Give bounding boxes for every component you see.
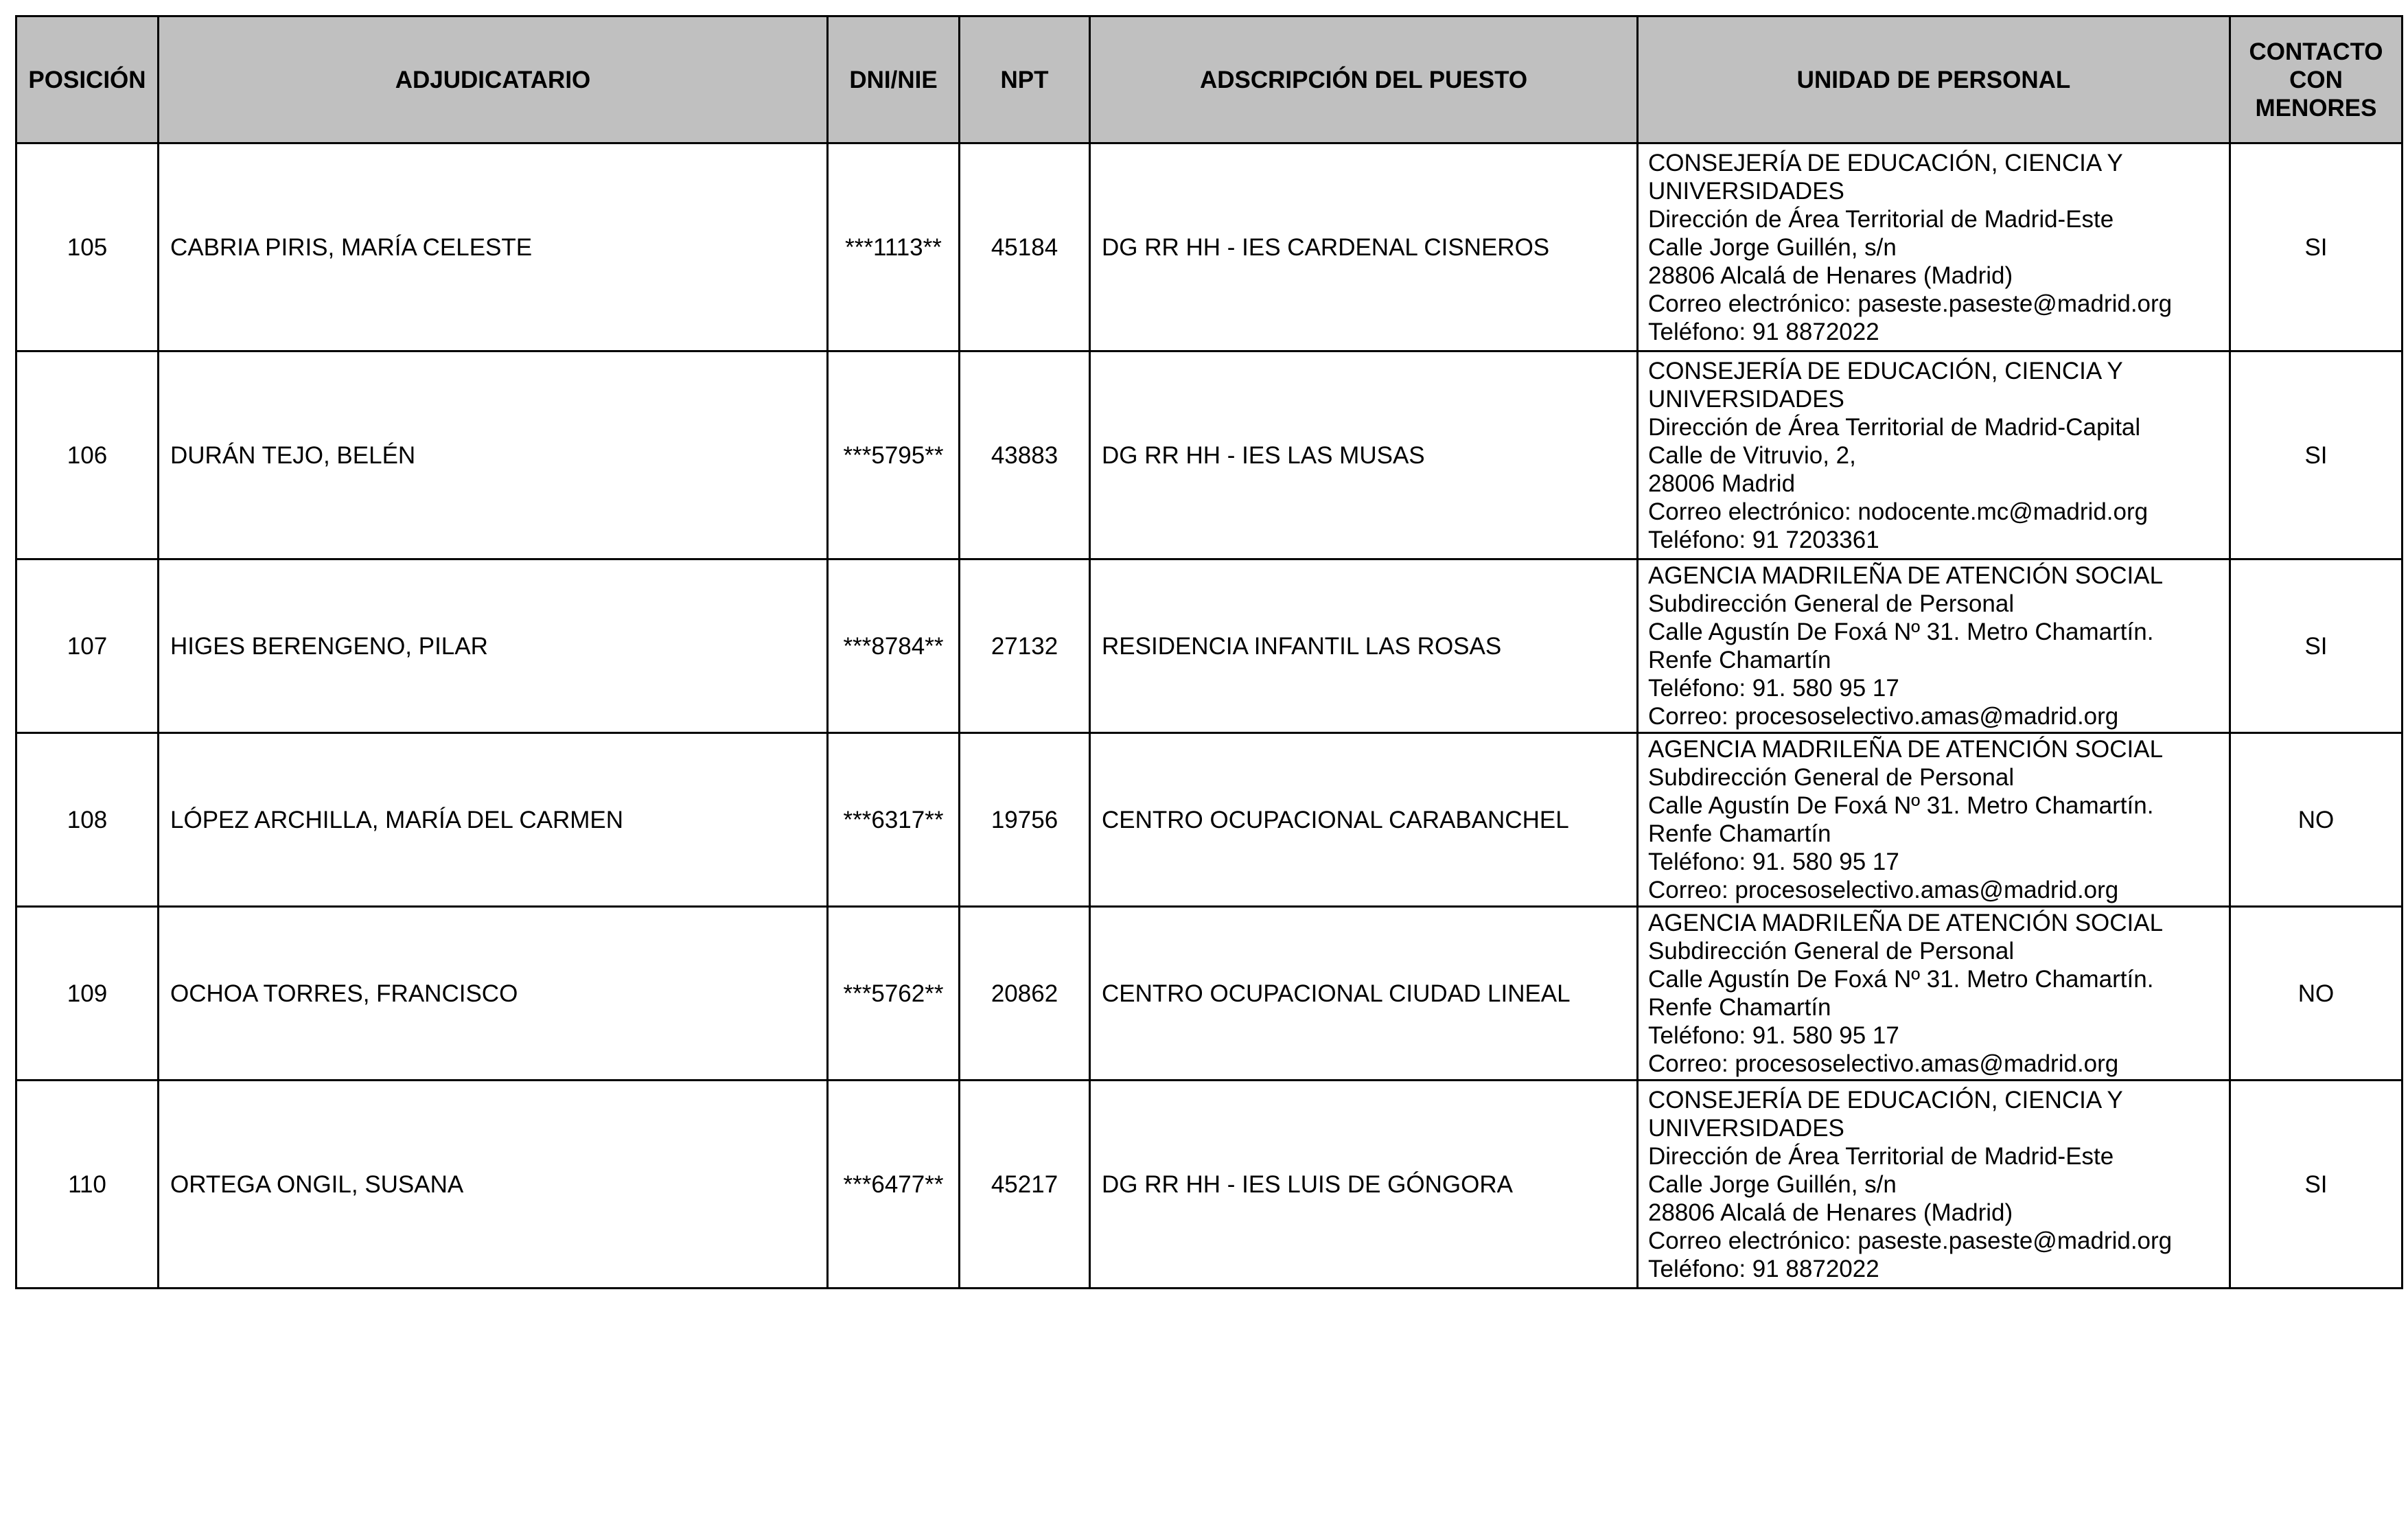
- unit-line: Teléfono: 91 8872022: [1648, 1255, 1879, 1282]
- header-contacto-line: CON: [2289, 66, 2343, 93]
- unit-line: Subdirección General de Personal: [1648, 590, 2015, 617]
- table-row: [16, 559, 2403, 733]
- unit-line: Dirección de Área Territorial de Madrid-Este: [1648, 205, 2114, 233]
- unit-line: Correo electrónico: nodocente.mc@madrid.org: [1648, 498, 2149, 525]
- cell-unidad-personal: [1638, 1081, 2230, 1289]
- unit-line: Teléfono: 91. 580 95 17: [1648, 1022, 1899, 1049]
- header-adscripcion: ADSCRIPCIÓN DEL PUESTO: [1090, 16, 1638, 143]
- cell-adjudicatario: DURÁN TEJO, BELÉN: [159, 351, 828, 559]
- unit-line: Calle Agustín De Foxá Nº 31. Metro Chamartín.: [1648, 792, 2154, 819]
- cell-adscripcion: DG RR HH - IES LAS MUSAS: [1090, 351, 1638, 559]
- header-posicion: POSICIÓN: [16, 16, 159, 143]
- document-page: [15, 15, 2401, 1289]
- table-row: [16, 351, 2403, 559]
- cell-npt: 20862: [960, 907, 1090, 1081]
- cell-posicion: 109: [16, 907, 159, 1081]
- table-header-row: [16, 16, 2403, 143]
- cell-npt: 43883: [960, 351, 1090, 559]
- cell-contacto-menores: SI: [2230, 559, 2403, 733]
- cell-posicion: 105: [16, 143, 159, 351]
- cell-dni-nie: ***6477**: [828, 1081, 960, 1289]
- unit-line: Teléfono: 91. 580 95 17: [1648, 675, 1899, 702]
- cell-dni-nie: ***5795**: [828, 351, 960, 559]
- cell-posicion: 107: [16, 559, 159, 733]
- unit-line: Correo: procesoselectivo.amas@madrid.org: [1648, 877, 2119, 903]
- unit-line: Calle Agustín De Foxá Nº 31. Metro Chamartín.: [1648, 619, 2154, 645]
- table-row: [16, 907, 2403, 1081]
- unit-line: Dirección de Área Territorial de Madrid-Este: [1648, 1142, 2114, 1170]
- cell-unidad-personal: [1638, 143, 2230, 351]
- cell-posicion: 108: [16, 733, 159, 907]
- unit-line: Correo electrónico: paseste.paseste@madrid.org: [1648, 1227, 2173, 1254]
- unit-line: Renfe Chamartín: [1648, 994, 1831, 1021]
- unit-line: Dirección de Área Territorial de Madrid-Capital: [1648, 413, 2141, 441]
- cell-dni-nie: ***5762**: [828, 907, 960, 1081]
- cell-npt: 27132: [960, 559, 1090, 733]
- cell-unidad-personal: [1638, 907, 2230, 1081]
- cell-npt: 45184: [960, 143, 1090, 351]
- cell-adjudicatario: LÓPEZ ARCHILLA, MARÍA DEL CARMEN: [159, 733, 828, 907]
- cell-contacto-menores: NO: [2230, 907, 2403, 1081]
- cell-posicion: 110: [16, 1081, 159, 1289]
- table-row: [16, 733, 2403, 907]
- unit-line: Renfe Chamartín: [1648, 647, 1831, 673]
- cell-dni-nie: ***1113**: [828, 143, 960, 351]
- cell-adscripcion: DG RR HH - IES LUIS DE GÓNGORA: [1090, 1081, 1638, 1289]
- unit-line: 28006 Madrid: [1648, 470, 1796, 497]
- unit-line: Correo: procesoselectivo.amas@madrid.org: [1648, 703, 2119, 730]
- unit-line: Teléfono: 91. 580 95 17: [1648, 848, 1899, 875]
- cell-npt: 19756: [960, 733, 1090, 907]
- assignments-table: [15, 15, 2403, 1289]
- cell-adjudicatario: ORTEGA ONGIL, SUSANA: [159, 1081, 828, 1289]
- unit-line: CONSEJERÍA DE EDUCACIÓN, CIENCIA Y: [1648, 357, 2123, 384]
- unit-line: Calle Agustín De Foxá Nº 31. Metro Chamartín.: [1648, 966, 2154, 993]
- cell-adjudicatario: OCHOA TORRES, FRANCISCO: [159, 907, 828, 1081]
- unit-line: Subdirección General de Personal: [1648, 764, 2015, 791]
- cell-adscripcion: CENTRO OCUPACIONAL CARABANCHEL: [1090, 733, 1638, 907]
- cell-unidad-personal: [1638, 351, 2230, 559]
- unit-line: UNIVERSIDADES: [1648, 385, 1844, 413]
- unit-line: 28806 Alcalá de Henares (Madrid): [1648, 1199, 2013, 1226]
- unit-line: UNIVERSIDADES: [1648, 1114, 1844, 1142]
- cell-adjudicatario: CABRIA PIRIS, MARÍA CELESTE: [159, 143, 828, 351]
- unit-line: AGENCIA MADRILEÑA DE ATENCIÓN SOCIAL: [1648, 562, 2164, 589]
- table-row: [16, 143, 2403, 351]
- cell-adscripcion: CENTRO OCUPACIONAL CIUDAD LINEAL: [1090, 907, 1638, 1081]
- header-npt: NPT: [960, 16, 1090, 143]
- header-contacto-line: CONTACTO: [2249, 38, 2383, 65]
- unit-line: Calle Jorge Guillén, s/n: [1648, 233, 1897, 261]
- unit-line: CONSEJERÍA DE EDUCACIÓN, CIENCIA Y: [1648, 149, 2123, 176]
- cell-contacto-menores: SI: [2230, 1081, 2403, 1289]
- cell-contacto-menores: SI: [2230, 143, 2403, 351]
- header-unidad-personal: UNIDAD DE PERSONAL: [1638, 16, 2230, 143]
- cell-adscripcion: RESIDENCIA INFANTIL LAS ROSAS: [1090, 559, 1638, 733]
- unit-line: CONSEJERÍA DE EDUCACIÓN, CIENCIA Y: [1648, 1086, 2123, 1113]
- header-dni-nie: DNI/NIE: [828, 16, 960, 143]
- unit-line: UNIVERSIDADES: [1648, 177, 1844, 205]
- cell-adjudicatario: HIGES BERENGENO, PILAR: [159, 559, 828, 733]
- unit-line: Correo: procesoselectivo.amas@madrid.org: [1648, 1050, 2119, 1077]
- unit-line: Renfe Chamartín: [1648, 820, 1831, 847]
- unit-line: Calle de Vitruvio, 2,: [1648, 441, 1856, 469]
- header-adjudicatario: ADJUDICATARIO: [159, 16, 828, 143]
- unit-line: AGENCIA MADRILEÑA DE ATENCIÓN SOCIAL: [1648, 736, 2164, 763]
- cell-adscripcion: DG RR HH - IES CARDENAL CISNEROS: [1090, 143, 1638, 351]
- cell-dni-nie: ***6317**: [828, 733, 960, 907]
- cell-unidad-personal: [1638, 559, 2230, 733]
- cell-contacto-menores: NO: [2230, 733, 2403, 907]
- cell-dni-nie: ***8784**: [828, 559, 960, 733]
- header-contacto-line: MENORES: [2255, 94, 2377, 122]
- header-contacto-menores: [2230, 16, 2403, 143]
- unit-line: Calle Jorge Guillén, s/n: [1648, 1170, 1897, 1198]
- unit-line: Subdirección General de Personal: [1648, 938, 2015, 965]
- unit-line: Teléfono: 91 7203361: [1648, 526, 1879, 553]
- cell-contacto-menores: SI: [2230, 351, 2403, 559]
- unit-line: Correo electrónico: paseste.paseste@madrid.org: [1648, 290, 2173, 317]
- cell-posicion: 106: [16, 351, 159, 559]
- cell-npt: 45217: [960, 1081, 1090, 1289]
- unit-line: AGENCIA MADRILEÑA DE ATENCIÓN SOCIAL: [1648, 910, 2164, 936]
- unit-line: 28806 Alcalá de Henares (Madrid): [1648, 262, 2013, 289]
- table-row: [16, 1081, 2403, 1289]
- unit-line: Teléfono: 91 8872022: [1648, 318, 1879, 345]
- cell-unidad-personal: [1638, 733, 2230, 907]
